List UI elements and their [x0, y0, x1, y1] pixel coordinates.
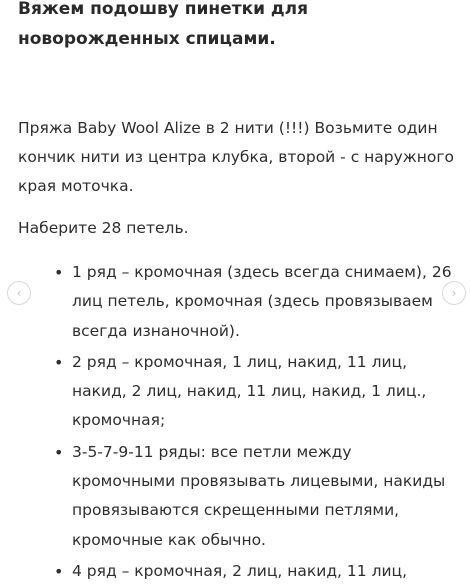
bullet-icon: • — [54, 263, 64, 282]
cast-on-instruction: Наберите 28 петель. — [18, 219, 189, 237]
bullet-icon: • — [54, 442, 64, 462]
bullet-icon: • — [54, 561, 64, 581]
step-text: 1 ряд – кромочная (здесь всегда снимаем), 26 лиц петель, кромочная (здесь провязываем всегда изнаночной). — [72, 263, 452, 340]
chevron-left-icon: ‹ — [16, 286, 22, 300]
bullet-icon: • — [54, 352, 64, 372]
article-title: Вяжем подошву пинетки для новорожденных спицами. — [18, 0, 309, 49]
step-text: 2 ряд – кромочная, 1 лиц, накид, 11 лиц, накид, 2 лиц, накид, 11 лиц, накид, 1 лиц., кромочная; — [72, 352, 427, 430]
chevron-right-icon: › — [451, 286, 457, 300]
list-item — [18, 348, 458, 436]
row-steps-list — [18, 258, 458, 588]
carousel-next-button[interactable] — [442, 281, 466, 305]
list-item — [18, 438, 458, 555]
list-item — [18, 258, 458, 346]
step-text: 4 ряд – кромочная, 2 лиц, накид, 11 лиц, — [72, 561, 408, 580]
carousel-prev-button[interactable] — [7, 281, 31, 305]
step-text: 3-5-7-9-11 ряды: все петли между кромочными провязывать лицевыми, накиды провязываются скрещенными петлями, кромочные как обычно. — [72, 442, 446, 549]
yarn-instructions: Пряжа Baby Wool Alize в 2 нити (!!!) Возьмите один кончик нити из центра клубка, второй - с наружного края моточка. — [18, 119, 454, 195]
list-item — [18, 557, 458, 586]
